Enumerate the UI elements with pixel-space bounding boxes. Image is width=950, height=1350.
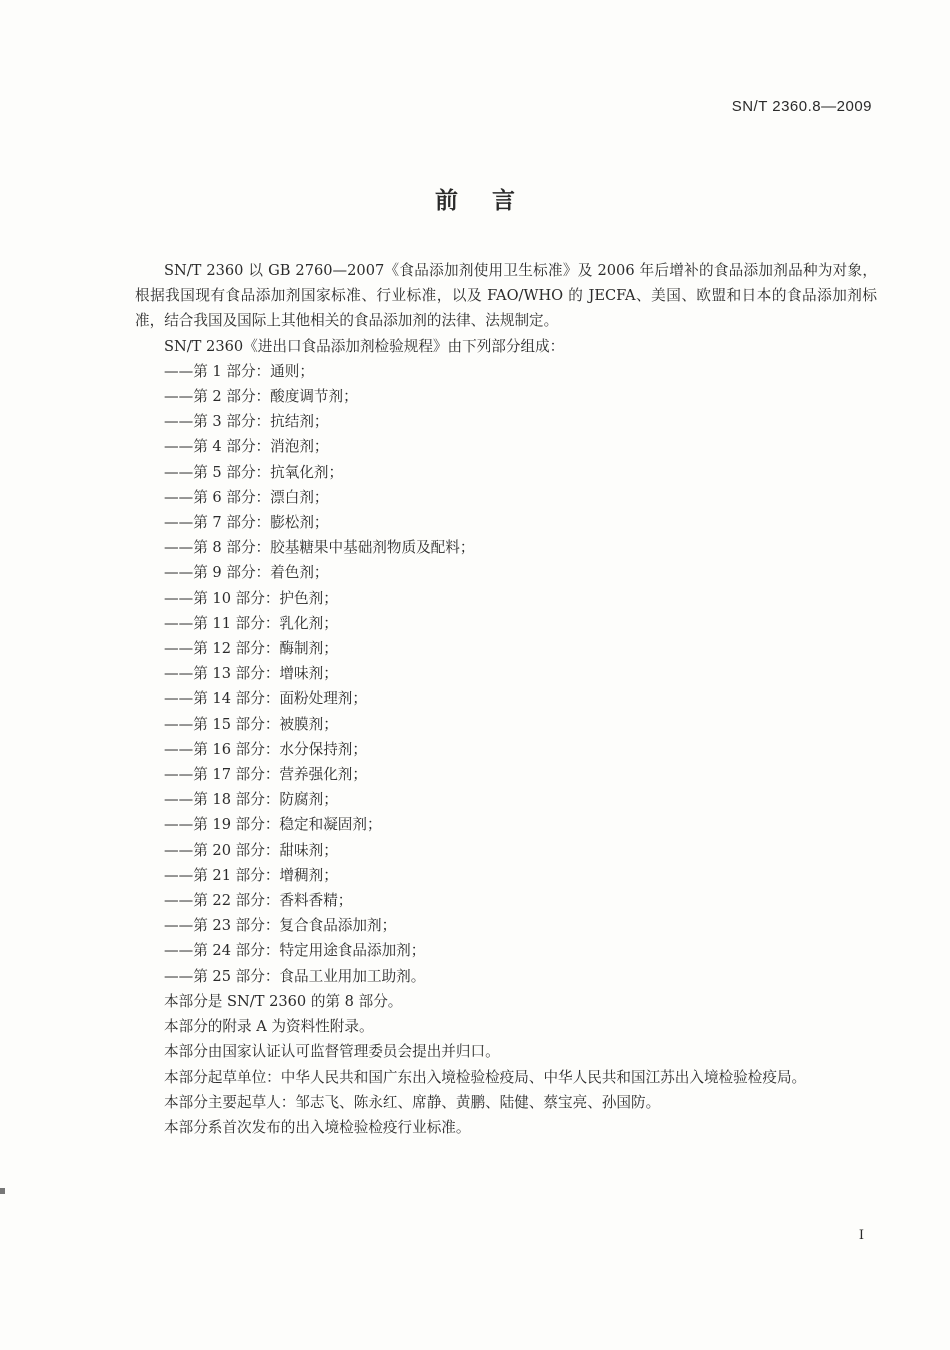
list-item: ——第 13 部分：增味剂； bbox=[164, 665, 338, 683]
list-item: ——第 2 部分：酸度调节剂； bbox=[164, 388, 358, 406]
list-item: ——第 9 部分：着色剂； bbox=[164, 564, 329, 582]
appendix-statement: 本部分的附录 A 为资料性附录。 bbox=[164, 1018, 374, 1036]
list-item: ——第 23 部分：复合食品添加剂； bbox=[164, 917, 397, 935]
scan-artifact bbox=[0, 1188, 5, 1194]
list-item: ——第 17 部分：营养强化剂； bbox=[164, 766, 367, 784]
first-release-statement: 本部分系首次发布的出入境检验检疫行业标准。 bbox=[164, 1118, 471, 1136]
list-item: ——第 5 部分：抗氧化剂； bbox=[164, 463, 344, 481]
list-item: ——第 20 部分：甜味剂； bbox=[164, 841, 338, 859]
foreword-body bbox=[135, 258, 877, 1140]
list-item: ——第 3 部分：抗结剂； bbox=[164, 413, 329, 431]
list-item: ——第 14 部分：面粉处理剂； bbox=[164, 690, 367, 708]
list-item: ——第 7 部分：膨松剂； bbox=[164, 514, 329, 532]
list-item: ——第 11 部分：乳化剂； bbox=[164, 614, 338, 632]
list-item: ——第 24 部分：特定用途食品添加剂； bbox=[164, 942, 426, 960]
list-item: ——第 25 部分：食品工业用加工助剂。 bbox=[164, 967, 426, 985]
list-item: ——第 15 部分：被膜剂； bbox=[164, 715, 338, 733]
list-item: ——第 6 部分：漂白剂； bbox=[164, 488, 329, 506]
list-item: ——第 12 部分：酶制剂； bbox=[164, 640, 338, 658]
list-item: ——第 4 部分：消泡剂； bbox=[164, 438, 329, 456]
part-of-statement: 本部分是 SN/T 2360 的第 8 部分。 bbox=[164, 992, 403, 1010]
list-item: ——第 22 部分：香料香精； bbox=[164, 892, 353, 910]
list-item: ——第 1 部分：通则； bbox=[164, 362, 314, 380]
drafters-statement: 本部分主要起草人：邹志飞、陈永红、席静、黄鹏、陆健、蔡宝亮、孙国防。 bbox=[164, 1093, 661, 1111]
document-code: SN/T 2360.8—2009 bbox=[731, 98, 872, 115]
list-item: ——第 10 部分：护色剂； bbox=[164, 589, 338, 607]
list-item: ——第 16 部分：水分保持剂； bbox=[164, 740, 367, 758]
parts-intro: SN/T 2360《进出口食品添加剂检验规程》由下列部分组成： bbox=[164, 337, 565, 355]
list-item: ——第 21 部分：增稠剂； bbox=[164, 866, 338, 884]
parts-list bbox=[135, 359, 877, 989]
list-item: ——第 19 部分：稳定和凝固剂； bbox=[164, 816, 382, 834]
intro-paragraph: SN/T 2360 以 GB 2760—2007《食品添加剂使用卫生标准》及 2006 年后增补的食品添加剂品种为对象，根据我国现有食品添加剂国家标准、行业标准，以及 FAO/WHO 的 JECFA、美国、欧盟和日本的食品添加剂标准，结合我国及国际上其他相关的食品添加剂的法律、法规制定。 bbox=[135, 262, 877, 330]
list-item: ——第 8 部分：胶基糖果中基础剂物质及配料； bbox=[164, 539, 475, 557]
page-title: 前言 bbox=[435, 187, 549, 214]
list-item: ——第 18 部分：防腐剂； bbox=[164, 791, 338, 809]
drafting-units-statement: 本部分起草单位：中华人民共和国广东出入境检验检疫局、中华人民共和国江苏出入境检验检疫局。 bbox=[164, 1068, 807, 1086]
proposer-statement: 本部分由国家认证认可监督管理委员会提出并归口。 bbox=[164, 1043, 500, 1061]
page-number: I bbox=[858, 1228, 864, 1243]
